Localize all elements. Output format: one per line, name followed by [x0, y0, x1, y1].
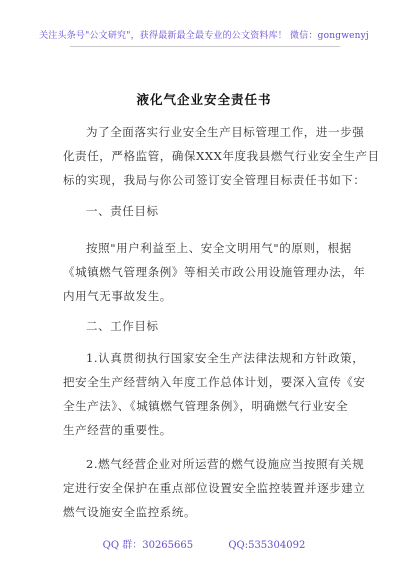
section1-line: 《城镇燃气管理条例》等相关市政公用设施管理办法，年 — [63, 265, 366, 279]
intro-line: 标的实现，我局与你公司签订安全管理目标责任书如下： — [63, 173, 366, 187]
section1-line: 按照"用户利益至上、安全文明用气"的原则，根据 — [86, 241, 352, 255]
item2-paragraph — [63, 452, 366, 524]
header-divider — [70, 46, 340, 47]
footer-qq: QQ:535304092 — [228, 540, 306, 551]
item2-line: 定进行安全保护在重点部位设置安全监控装置并逐步建立 — [63, 481, 366, 495]
section-heading-work-goals: 二、工作目标 — [86, 319, 159, 333]
section1-paragraph — [63, 236, 366, 308]
section1-line: 内用气无事故发生。 — [63, 289, 172, 303]
item1-paragraph — [63, 346, 366, 442]
item1-line: 全生产法》、《城镇燃气管理条例》，明确燃气行业安全 — [63, 399, 349, 413]
header-banner: 关注头条号"公文研究"，获得最新最全最专业的公文资料库！ 微信：gongwenyj — [39, 31, 369, 41]
document-title: 液化气企业安全责任书 — [136, 92, 272, 107]
item1-line: 生产经营的重要性。 — [63, 423, 172, 437]
section-heading-responsibility: 一、责任目标 — [86, 204, 159, 218]
intro-line: 化责任，严格监管，确保XXX年度我县燃气行业安全生产目 — [63, 149, 380, 163]
item2-line: 2.燃气经营企业对所运营的燃气设施应当按照有关规 — [86, 457, 365, 471]
footer-contacts — [0, 536, 408, 551]
intro-paragraph — [63, 120, 380, 192]
intro-line: 为了全面落实行业安全生产目标管理工作，进一步强 — [86, 125, 365, 139]
item1-line: 1.认真贯彻执行国家安全生产法律法规和方针政策， — [86, 351, 365, 365]
footer-qq-group: QQ 群：30265665 — [102, 540, 194, 551]
item2-line: 燃气设施安全监控系统。 — [63, 505, 197, 519]
item1-line: 把安全生产经营纳入年度工作总体计划，要深入宣传《安 — [63, 375, 366, 389]
